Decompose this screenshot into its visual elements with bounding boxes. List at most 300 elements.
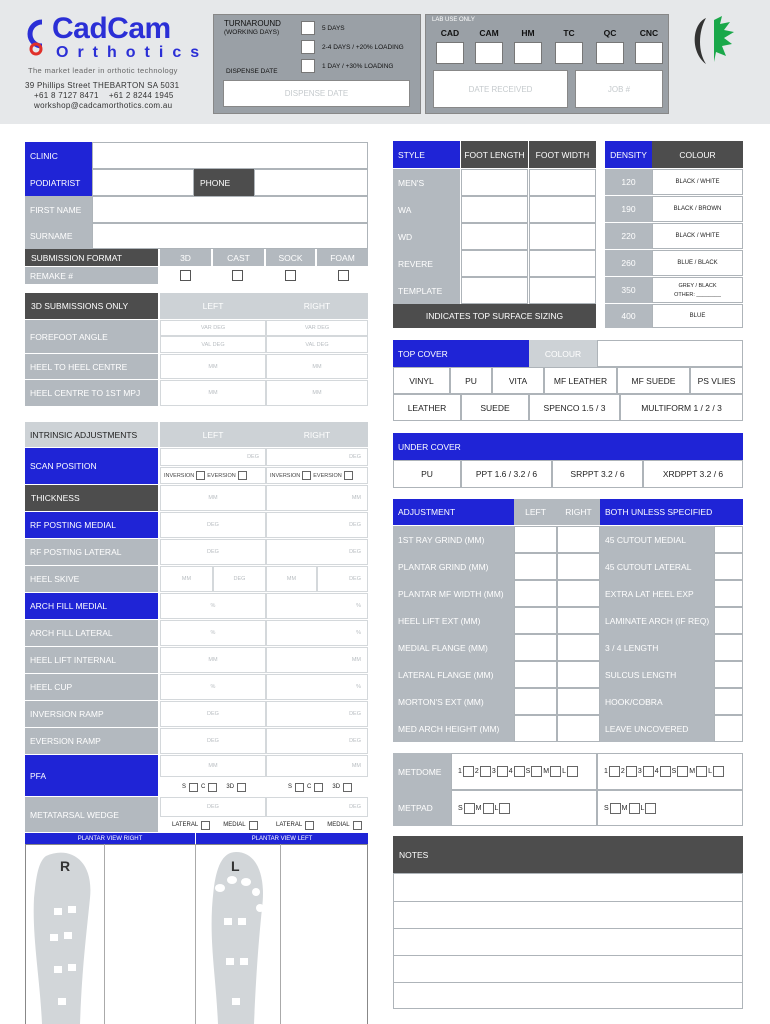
clinic-label: CLINIC — [25, 142, 92, 169]
heel-centre-label: HEEL CENTRE TO 1ST MPJ — [25, 380, 158, 406]
ev-ramp-right[interactable]: DEG — [266, 728, 368, 754]
plantar-divider — [280, 844, 281, 1024]
dispense-date-field[interactable]: DISPENSE DATE — [223, 80, 410, 107]
notes-area[interactable] — [393, 873, 743, 1009]
lab-box[interactable] — [635, 42, 663, 64]
turnaround-option-checkbox[interactable] — [301, 21, 315, 35]
adjustment-both-field[interactable] — [714, 526, 743, 553]
adjustment-item-left: MEDIAL FLANGE (MM) — [393, 634, 514, 661]
lab-title: LAB USE ONLY — [432, 17, 475, 23]
style-header: STYLE — [393, 141, 460, 168]
met-option-label: M — [689, 768, 696, 775]
heel-centre-right[interactable]: MM — [266, 380, 368, 406]
first-name-field[interactable] — [92, 196, 368, 223]
met-option-label: 4 — [654, 768, 659, 775]
first-name-label: FIRST NAME — [25, 196, 92, 223]
colour-option[interactable]: BLUE — [652, 304, 743, 328]
met-option-label: M — [475, 804, 482, 812]
met-option-label: 2 — [474, 768, 479, 775]
met-option-checkbox[interactable] — [610, 803, 621, 814]
top-cover-option[interactable]: SPENCO 1.5 / 3 — [529, 394, 620, 421]
density-350: 350 — [605, 277, 652, 303]
met-option-label: 3 — [491, 768, 496, 775]
adjustment-left-field[interactable] — [514, 553, 557, 580]
adjustment-item-left: PLANTAR MF WIDTH (MM) — [393, 580, 514, 607]
turnaround-option-checkbox[interactable] — [301, 59, 315, 73]
tagline: The market leader in orthotic technology — [28, 66, 178, 75]
notes-line — [394, 955, 742, 956]
adjustment-item-right: HOOK/COBRA — [600, 688, 714, 715]
met-option-checkbox[interactable] — [626, 766, 637, 777]
colour-option[interactable]: BLACK / WHITE — [652, 223, 743, 249]
medial-label: MEDIAL — [327, 822, 350, 828]
adjustment-item-right: LEAVE UNCOVERED — [600, 715, 714, 742]
adjustment-item-right: LAMINATE ARCH (IF REQ) — [600, 607, 714, 634]
leaf-logo-icon — [684, 12, 748, 68]
revere-width[interactable] — [529, 250, 596, 277]
val-deg-left[interactable]: VAL DEG — [160, 336, 266, 353]
intrinsic-left: LEFT — [160, 422, 266, 447]
scan-position-label: SCAN POSITION — [25, 448, 158, 484]
sub3d-right: RIGHT — [266, 293, 368, 319]
top-cover-colour-header: COLOUR — [529, 340, 597, 367]
pfa-options-left — [160, 778, 266, 796]
arch-lateral-right[interactable]: % — [266, 620, 368, 646]
met-option-checkbox[interactable] — [497, 766, 508, 777]
forefoot-angle-label: FOREFOOT ANGLE — [25, 320, 158, 353]
rf-lateral-left[interactable]: DEG — [160, 539, 266, 565]
under-cover-option[interactable]: SRPPT 3.2 / 6 — [552, 460, 643, 488]
pfa-3d: 3D — [332, 784, 341, 790]
adjustment-both-field[interactable] — [714, 715, 743, 742]
lab-box[interactable] — [596, 42, 624, 64]
format-cast: CAST — [213, 249, 264, 266]
lab-col-label: HM — [521, 28, 535, 38]
pfa-3d: 3D — [226, 784, 235, 790]
clinic-field[interactable] — [92, 142, 368, 169]
adjustment-right-field[interactable] — [557, 580, 600, 607]
adjustment-left-field[interactable] — [514, 715, 557, 742]
rf-lateral-right[interactable]: DEG — [266, 539, 368, 565]
colour-option[interactable]: BLACK / WHITE — [652, 169, 743, 195]
rf-posting-lateral-label: RF POSTING LATERAL — [25, 539, 158, 565]
adjustment-both-field[interactable] — [714, 688, 743, 715]
notes-line — [394, 982, 742, 983]
arch-medial-right[interactable]: % — [266, 593, 368, 619]
rf-posting-medial-label: RF POSTING MEDIAL — [25, 512, 158, 538]
eversion-checkbox[interactable] — [344, 471, 353, 480]
met-option-checkbox[interactable] — [567, 766, 578, 777]
top-cover-option[interactable]: VITA — [492, 367, 544, 394]
top-cover-option[interactable]: PU — [450, 367, 492, 394]
adjustment-item-right: EXTRA LAT HEEL EXP — [600, 580, 714, 607]
heel-centre-left[interactable]: MM — [160, 380, 266, 406]
heel-cup-left[interactable]: % — [160, 674, 266, 700]
submission-format-label: SUBMISSION FORMAT — [25, 249, 158, 266]
scan-deg-left[interactable]: DEG — [160, 448, 266, 466]
adjustment-left-field[interactable] — [514, 634, 557, 661]
lab-col-label: CAD — [440, 28, 460, 38]
pfa-left-mm[interactable]: MM — [160, 755, 266, 777]
top-cover-option[interactable]: LEATHER — [393, 394, 461, 421]
colour-other: OTHER: ________ — [674, 292, 721, 298]
lab-col-label: CNC — [639, 28, 659, 38]
revere-length[interactable] — [461, 250, 528, 277]
lab-col-label: TC — [563, 28, 575, 38]
adjustment-left-field[interactable] — [514, 661, 557, 688]
style-template: TEMPLATE — [393, 277, 460, 304]
arch-medial-left[interactable]: % — [160, 593, 266, 619]
intrinsic-right: RIGHT — [266, 422, 368, 447]
metdome-options-left — [451, 753, 597, 790]
format-checkbox[interactable] — [232, 270, 243, 281]
met-option-label: S — [604, 804, 609, 812]
wa-length[interactable] — [461, 196, 528, 223]
top-cover-header: TOP COVER — [393, 340, 529, 367]
colour-option-grey[interactable] — [652, 277, 743, 303]
inversion-label: INVERSION — [164, 472, 195, 479]
arch-lateral-left[interactable]: % — [160, 620, 266, 646]
density-220: 220 — [605, 223, 652, 249]
top-cover-option[interactable]: PS VLIES — [690, 367, 743, 394]
email: workshop@cadcamorthotics.com.au — [34, 101, 173, 110]
format-foam: FOAM — [317, 249, 368, 266]
met-option-label: 4 — [508, 768, 513, 775]
surname-label: SURNAME — [25, 223, 92, 249]
adjustment-item-left: LATERAL FLANGE (MM) — [393, 661, 514, 688]
adjustment-both-field[interactable] — [714, 607, 743, 634]
adjustment-both-field[interactable] — [714, 661, 743, 688]
wd-length[interactable] — [461, 223, 528, 250]
density-120: 120 — [605, 169, 652, 195]
style-mens: MEN'S — [393, 169, 460, 196]
turnaround-option-label: 5 DAYS — [322, 25, 345, 32]
pfa-right-mm[interactable]: MM — [266, 755, 368, 777]
inversion-ramp-label: INVERSION RAMP — [25, 701, 158, 727]
adjustment-right-field[interactable] — [557, 607, 600, 634]
podiatrist-field[interactable] — [92, 169, 194, 196]
ev-ramp-left[interactable]: DEG — [160, 728, 266, 754]
mens-width[interactable] — [529, 169, 596, 196]
pfa-c-checkbox[interactable] — [208, 783, 217, 792]
rf-medial-right[interactable]: DEG — [266, 512, 368, 538]
medial-checkbox[interactable] — [249, 821, 258, 830]
medial-label: MEDIAL — [223, 822, 246, 828]
adjustment-item-left: MORTON'S EXT (MM) — [393, 688, 514, 715]
thickness-label: THICKNESS — [25, 485, 158, 511]
arch-fill-lateral-label: ARCH FILL LATERAL — [25, 620, 158, 646]
wd-width[interactable] — [529, 223, 596, 250]
inversion-checkbox[interactable] — [196, 471, 205, 480]
met-option-checkbox[interactable] — [499, 803, 510, 814]
met-option-label: 3 — [637, 768, 642, 775]
met-wedge-options-left — [160, 818, 266, 832]
adjustment-item-right: SULCUS LENGTH — [600, 661, 714, 688]
plantar-view-right-label: PLANTAR VIEW RIGHT — [25, 833, 195, 844]
top-cover-colour-field[interactable] — [597, 340, 743, 367]
inversion-checkbox[interactable] — [302, 471, 311, 480]
density-400: 400 — [605, 304, 652, 328]
format-sock: SOCK — [266, 249, 315, 266]
wa-width[interactable] — [529, 196, 596, 223]
under-cover-header: UNDER COVER — [393, 433, 743, 460]
date-received-field[interactable]: DATE RECEIVED — [433, 70, 568, 108]
foot-width-header: FOOT WIDTH — [529, 141, 596, 168]
scan-deg-right[interactable]: DEG — [266, 448, 368, 466]
heel-skive-left-deg[interactable]: DEG — [213, 566, 266, 592]
scan-options-left — [160, 467, 266, 484]
adjustment-both-field[interactable] — [714, 553, 743, 580]
format-checkbox[interactable] — [180, 270, 191, 281]
top-cover-option[interactable]: MF LEATHER — [544, 367, 617, 394]
met-option-label: L — [562, 768, 567, 775]
notes-header: NOTES — [393, 836, 743, 873]
thickness-right[interactable]: MM — [266, 485, 368, 511]
surname-field[interactable] — [92, 223, 368, 249]
pfa-s-checkbox[interactable] — [295, 783, 304, 792]
met-option-checkbox[interactable] — [483, 803, 494, 814]
thickness-left[interactable]: MM — [160, 485, 266, 511]
heel-to-heel-right[interactable]: MM — [266, 354, 368, 379]
top-cover-option[interactable]: VINYL — [393, 367, 450, 394]
met-option-checkbox[interactable] — [677, 766, 688, 777]
met-option-checkbox[interactable] — [609, 766, 620, 777]
phone-field[interactable] — [254, 169, 368, 196]
brand-sub: Orthotics — [56, 44, 209, 61]
met-option-label: S — [525, 768, 531, 775]
met-option-label: S — [671, 768, 677, 775]
under-cover-option[interactable]: XRDPPT 3.2 / 6 — [643, 460, 743, 488]
met-option-checkbox[interactable] — [660, 766, 671, 777]
template-width[interactable] — [529, 277, 596, 304]
address: 39 Phillips Street THEBARTON SA 5031 — [25, 81, 180, 90]
top-cover-option[interactable]: MF SUEDE — [617, 367, 690, 394]
met-wedge-right-deg[interactable]: DEG — [266, 797, 368, 817]
metdome-label: METDOME — [393, 753, 451, 790]
pfa-3d-checkbox[interactable] — [237, 783, 246, 792]
colour-option[interactable]: BLACK / BROWN — [652, 196, 743, 222]
density-260: 260 — [605, 250, 652, 276]
template-length[interactable] — [461, 277, 528, 304]
sub3d-left: LEFT — [160, 293, 266, 319]
adjustment-both-field[interactable] — [714, 634, 743, 661]
top-cover-option[interactable]: SUEDE — [461, 394, 529, 421]
lab-col-label: QC — [603, 28, 617, 38]
turnaround-option-label: 1 DAY / +30% LOADING — [322, 63, 394, 70]
pfa-s-checkbox[interactable] — [189, 783, 198, 792]
heel-skive-label: HEEL SKIVE — [25, 566, 158, 592]
pfa-c: C — [201, 784, 206, 790]
dispense-label: DISPENSE DATE — [226, 68, 278, 75]
under-cover-option[interactable]: PU — [393, 460, 461, 488]
met-option-checkbox[interactable] — [643, 766, 654, 777]
heel-cup-right[interactable]: % — [266, 674, 368, 700]
adjustment-right-field[interactable] — [557, 661, 600, 688]
foot-outline-right-icon — [28, 848, 102, 1024]
colour-header: COLOUR — [652, 141, 743, 168]
pfa-label: PFA — [25, 755, 158, 796]
met-option-label: 1 — [458, 768, 462, 775]
met-option-checkbox[interactable] — [463, 766, 474, 777]
met-option-checkbox[interactable] — [645, 803, 656, 814]
met-option-checkbox[interactable] — [713, 766, 724, 777]
foot-length-header: FOOT LENGTH — [461, 141, 528, 168]
arch-fill-medial-label: ARCH FILL MEDIAL — [25, 593, 158, 619]
var-deg-right[interactable]: VAR DEG — [266, 320, 368, 336]
metatarsal-wedge-label: METATARSAL WEDGE — [25, 797, 158, 832]
pfa-s: S — [182, 784, 187, 790]
eversion-label: EVERSION — [313, 472, 342, 479]
metdome-options-right — [597, 753, 743, 790]
inversion-label: INVERSION — [270, 472, 301, 479]
inv-ramp-left[interactable]: DEG — [160, 701, 266, 727]
metpad-options-left — [451, 790, 597, 826]
var-deg-left[interactable]: VAR DEG — [160, 320, 266, 336]
heel-to-heel-label: HEEL TO HEEL CENTRE — [25, 354, 158, 379]
lateral-label: LATERAL — [276, 822, 303, 828]
mens-length[interactable] — [461, 169, 528, 196]
remake-label: REMAKE # — [25, 267, 158, 284]
adjustment-item-left: MED ARCH HEIGHT (MM) — [393, 715, 514, 742]
scan-options-right — [266, 467, 368, 484]
lateral-label: LATERAL — [172, 822, 199, 828]
val-deg-right[interactable]: VAL DEG — [266, 336, 368, 353]
pfa-options-right — [266, 778, 368, 796]
rf-medial-left[interactable]: DEG — [160, 512, 266, 538]
pfa-c-checkbox[interactable] — [314, 783, 323, 792]
metpad-options-right — [597, 790, 743, 826]
phone-label: PHONE — [194, 169, 254, 196]
turnaround-option-checkbox[interactable] — [301, 40, 315, 54]
metpad-label: METPAD — [393, 790, 451, 826]
adjustment-item-left: PLANTAR GRIND (MM) — [393, 553, 514, 580]
adjustment-both-field[interactable] — [714, 580, 743, 607]
adjustment-left-field[interactable] — [514, 607, 557, 634]
met-wedge-options-right — [266, 818, 368, 832]
top-cover-option[interactable]: MULTIFORM 1 / 2 / 3 — [620, 394, 743, 421]
adjustment-header: ADJUSTMENT — [393, 499, 514, 525]
met-option-checkbox[interactable] — [514, 766, 525, 777]
format-3d: 3D — [160, 249, 211, 266]
notes-line — [394, 928, 742, 929]
lab-box[interactable] — [475, 42, 503, 64]
adjustment-right-header: RIGHT — [557, 499, 600, 525]
eversion-label: EVERSION — [207, 472, 236, 479]
heel-skive-left-mm[interactable]: MM — [160, 566, 213, 592]
turnaround-option-label: 2-4 DAYS / +20% LOADING — [322, 44, 404, 51]
adjustment-right-field[interactable] — [557, 688, 600, 715]
job-number-field[interactable]: JOB # — [575, 70, 663, 108]
foot-left-letter: L — [231, 858, 240, 874]
heel-cup-label: HEEL CUP — [25, 674, 158, 700]
heel-lift-right[interactable]: MM — [266, 647, 368, 673]
met-option-checkbox[interactable] — [550, 766, 561, 777]
density-190: 190 — [605, 196, 652, 222]
lab-box[interactable] — [514, 42, 542, 64]
adjustment-right-field[interactable] — [557, 715, 600, 742]
met-option-checkbox[interactable] — [531, 766, 542, 777]
sub3d-title: 3D SUBMISSIONS ONLY — [25, 293, 158, 319]
foot-outline-left-icon — [206, 848, 268, 1024]
met-option-label: S — [458, 804, 463, 812]
logo-mark-icon — [22, 16, 50, 56]
podiatrist-label: PODIATRIST — [25, 169, 92, 196]
adjustment-left-field[interactable] — [514, 526, 557, 553]
density-header: DENSITY — [605, 141, 652, 168]
met-option-label: 2 — [620, 768, 625, 775]
adjustment-right-field[interactable] — [557, 634, 600, 661]
format-checkbox[interactable] — [285, 270, 296, 281]
style-wd: WD — [393, 223, 460, 250]
intrinsic-title: INTRINSIC ADJUSTMENTS — [25, 422, 158, 447]
adjustment-left-field[interactable] — [514, 580, 557, 607]
eversion-ramp-label: EVERSION RAMP — [25, 728, 158, 754]
adjustment-right-field[interactable] — [557, 526, 600, 553]
lateral-checkbox[interactable] — [201, 821, 210, 830]
foot-right-letter: R — [60, 858, 71, 874]
colour-grey-black: GREY / BLACK — [678, 283, 717, 289]
plantar-divider — [195, 844, 196, 1024]
met-option-checkbox[interactable] — [696, 766, 707, 777]
met-option-checkbox[interactable] — [480, 766, 491, 777]
medial-checkbox[interactable] — [353, 821, 362, 830]
style-wa: WA — [393, 196, 460, 223]
lab-box[interactable] — [555, 42, 583, 64]
lab-box[interactable] — [436, 42, 464, 64]
met-option-label: M — [621, 804, 628, 812]
heel-to-heel-left[interactable]: MM — [160, 354, 266, 379]
pfa-s: S — [288, 784, 293, 790]
met-wedge-left-deg[interactable]: DEG — [160, 797, 266, 817]
lateral-checkbox[interactable] — [305, 821, 314, 830]
adjustment-item-right: 45 CUTOUT LATERAL — [600, 553, 714, 580]
adjustment-item-right: 45 CUTOUT MEDIAL — [600, 526, 714, 553]
met-option-label: 1 — [604, 768, 608, 775]
pfa-c: C — [307, 784, 312, 790]
pfa-3d-checkbox[interactable] — [343, 783, 352, 792]
adjustment-item-right: 3 / 4 LENGTH — [600, 634, 714, 661]
adjustment-item-left: 1ST RAY GRIND (MM) — [393, 526, 514, 553]
met-option-label: L — [708, 768, 713, 775]
brand-name: CadCam — [52, 12, 171, 45]
turnaround-subtitle: (WORKING DAYS) — [224, 29, 280, 36]
met-option-label: L — [494, 804, 499, 812]
heel-skive-right-mm[interactable]: MM — [266, 566, 317, 592]
eversion-checkbox[interactable] — [238, 471, 247, 480]
heel-lift-internal-label: HEEL LIFT INTERNAL — [25, 647, 158, 673]
colour-option[interactable]: BLUE / BLACK — [652, 250, 743, 276]
heel-lift-left[interactable]: MM — [160, 647, 266, 673]
under-cover-option[interactable]: PPT 1.6 / 3.2 / 6 — [461, 460, 552, 488]
style-revere: REVERE — [393, 250, 460, 277]
adjustment-left-header: LEFT — [514, 499, 557, 525]
both-unless-specified-header: BOTH UNLESS SPECIFIED — [600, 499, 743, 525]
met-option-checkbox[interactable] — [629, 803, 640, 814]
turnaround-title: TURNAROUND — [224, 19, 281, 28]
inv-ramp-right[interactable]: DEG — [266, 701, 368, 727]
met-option-label: L — [640, 804, 645, 812]
notes-line — [394, 901, 742, 902]
heel-skive-right-deg[interactable]: DEG — [317, 566, 368, 592]
met-option-label: M — [543, 768, 550, 775]
adjustment-right-field[interactable] — [557, 553, 600, 580]
met-option-checkbox[interactable] — [464, 803, 475, 814]
plantar-view-left-label: PLANTAR VIEW LEFT — [196, 833, 368, 844]
adjustment-left-field[interactable] — [514, 688, 557, 715]
lab-col-label: CAM — [479, 28, 499, 38]
format-checkbox[interactable] — [338, 270, 349, 281]
adjustment-item-left: HEEL LIFT EXT (MM) — [393, 607, 514, 634]
